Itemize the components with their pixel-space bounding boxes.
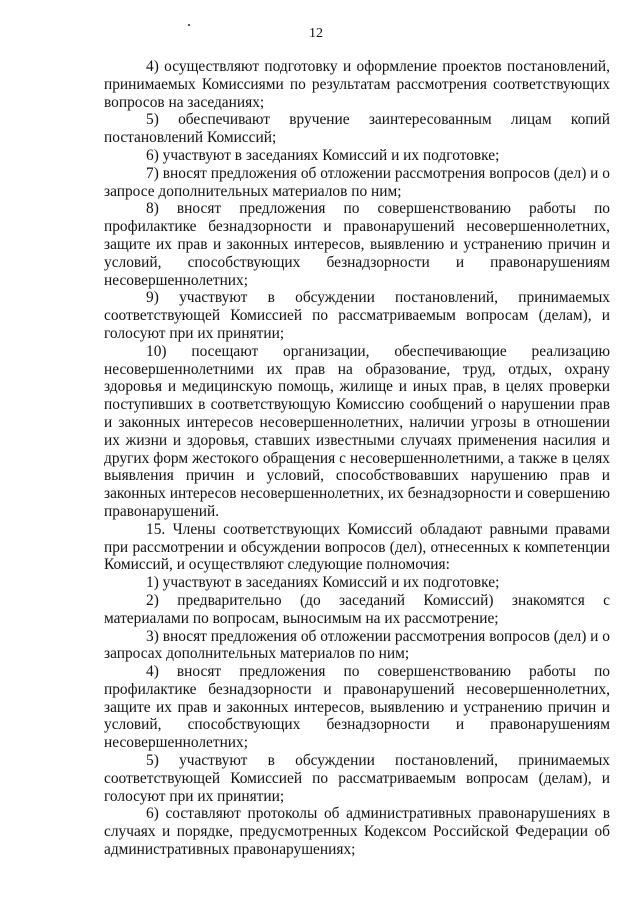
paragraph-item-6: 6) участвуют в заседаниях Комиссий и их подготовке;	[146, 146, 500, 164]
paragraph-subitem-2: 2) предварительно (до заседаний Комиссий) знакомятся с материалами по вопросам, выносимым на их рассмотрение;	[104, 591, 610, 627]
paragraph-item-8: 8) вносят предложения по совершенствованию работы по профилактике безнадзорности и правонарушений несовершеннолетних, защите их прав и законных интересов, выявлению и устранению причин и условий, способствующих безнадзорности и правонарушениям несовершеннолетних;	[104, 200, 610, 289]
paragraph-subitem-6: 6) составляют протоколы об административных правонарушениях в случаях и порядке, предусмотренных Кодексом Российской Федерации об административных правонарушениях;	[104, 805, 610, 859]
document-body	[104, 58, 610, 859]
paragraph-subitem-5: 5) участвуют в обсуждении постановлений, принимаемых соответствующей Комиссией по рассматриваемым вопросам (делам), и голосуют при их принятии;	[104, 752, 610, 805]
paragraph-item-9: 9) участвуют в обсуждении постановлений, принимаемых соответствующей Комиссией по рассматриваемым вопросам (делам), и голосуют при их принятии;	[104, 289, 610, 342]
paragraph-item-7: 7) вносят предложения об отложении рассмотрения вопросов (дел) и о запросе дополнительных материалов по ним;	[104, 164, 610, 200]
paragraph-item-4: 4) осуществляют подготовку и оформление проектов постановлений, принимаемых Комиссиями по результатам рассмотрения соответствующих вопросов на заседаниях;	[104, 58, 610, 111]
paragraph-subitem-3: 3) вносят предложения об отложении рассмотрения вопросов (дел) и о запросах дополнительных материалов по ним;	[104, 627, 610, 663]
paragraph-item-10: 10) посещают организации, обеспечивающие реализацию несовершеннолетними их прав на образование, труд, отдых, охрану здоровья и медицинскую помощь, жилище и иных прав, в целях проверки поступивших в соответствующую Комиссию сообщений о нарушении прав и законных интересов несовершеннолетних, наличии угрозы в отношении их жизни и здоровья, ставших известными случаях применения насилия и других форм жестокого обращения с несовершеннолетними, а также в целях выявления причин и условий, способствовавших нарушению прав и законных интересов несовершеннолетних, их безнадзорности и совершению правонарушений.	[104, 342, 610, 520]
paragraph-subitem-1: 1) участвуют в заседаниях Комиссий и их подготовке;	[146, 574, 500, 592]
page-number: 12	[309, 26, 323, 41]
paragraph-item-5: 5) обеспечивают вручение заинтересованным лицам копий постановлений Комиссий;	[104, 111, 610, 147]
paragraph-section-15: 15. Члены соответствующих Комиссий обладают равными правами при рассмотрении и обсуждении вопросов (дел), отнесенных к компетенции Комиссий, и осуществляют следующие полномочия:	[104, 520, 610, 574]
paragraph-subitem-4: 4) вносят предложения по совершенствованию работы по профилактике безнадзорности и правонарушений несовершеннолетних, защите их прав и законных интересов, выявлению и устранению причин и условий, способствующих безнадзорности и правонарушениям несовершеннолетних;	[104, 663, 610, 752]
